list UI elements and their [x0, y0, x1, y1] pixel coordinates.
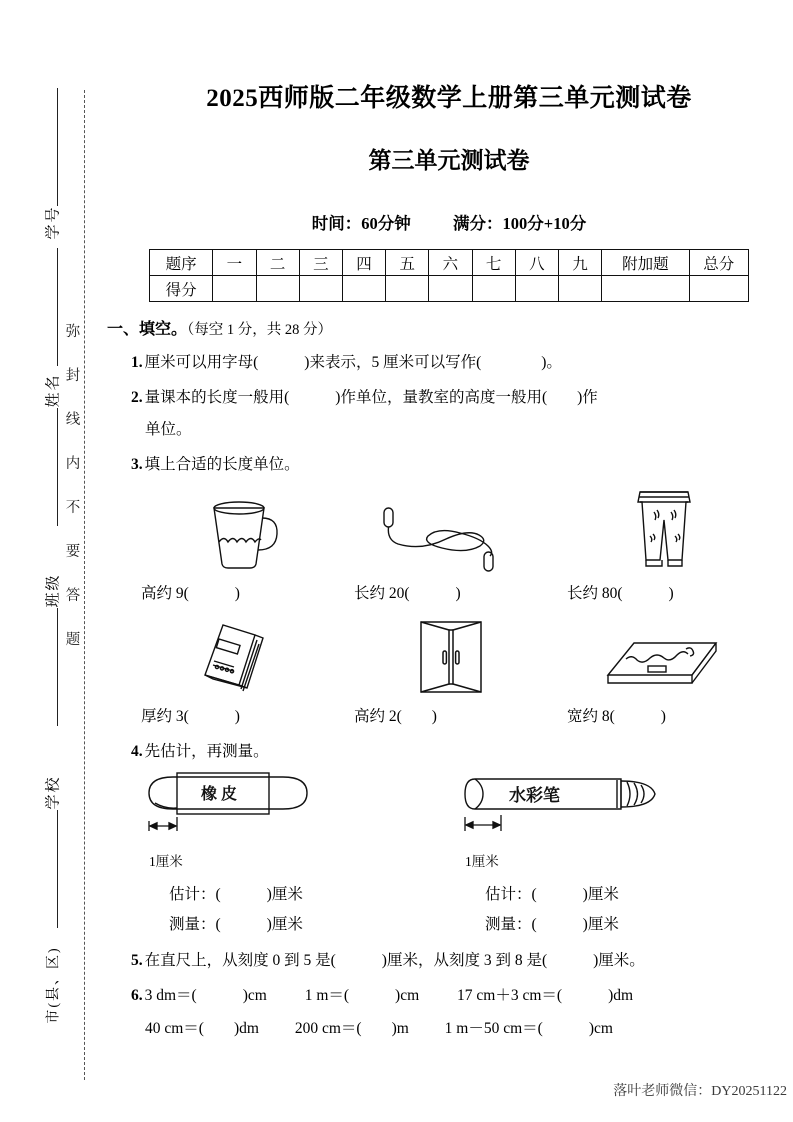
score-cell[interactable] — [299, 276, 342, 302]
table-row — [150, 276, 749, 302]
caption-text: ) — [234, 585, 240, 602]
question-2 — [105, 386, 793, 441]
score-cell[interactable] — [472, 276, 515, 302]
caption-text: 长约 80( — [567, 585, 623, 602]
pants-icon — [557, 484, 770, 572]
seal-divider-line — [57, 408, 58, 526]
estimate-label: 估计：( — [169, 886, 221, 904]
seal-divider-line — [57, 810, 58, 928]
question-4 — [105, 740, 793, 763]
score-cell[interactable] — [386, 276, 429, 302]
table-col-header: 五 — [386, 250, 429, 276]
seal-warning-text — [62, 310, 84, 662]
seal-field-banji — [0, 573, 105, 608]
score-cell[interactable] — [689, 276, 748, 302]
question-text: 填上合适的长度单位。 — [144, 455, 300, 473]
question-text: )作单位，量教室的高度一般用( — [335, 389, 548, 407]
score-cell[interactable] — [213, 276, 256, 302]
question-3 — [105, 453, 793, 476]
unit-label: )厘米 — [266, 915, 303, 933]
question-number: 5. — [131, 952, 143, 970]
score-cell[interactable] — [515, 276, 558, 302]
question-number: 6. — [131, 987, 143, 1005]
seal-field-label: 学号 — [45, 205, 62, 240]
caption-text: ) — [431, 708, 437, 725]
seal-char: 要 — [65, 544, 81, 560]
unit-label: )厘米 — [582, 915, 619, 933]
book-icon — [131, 617, 344, 695]
conversion-expr: 1 m＝( — [304, 987, 350, 1005]
table-col-header: 总分 — [689, 250, 748, 276]
question-4-items — [105, 769, 793, 939]
caption-text: ) — [668, 585, 674, 602]
table-col-header: 一 — [213, 250, 256, 276]
question-number: 2. — [131, 389, 143, 407]
caption-text: ) — [234, 708, 240, 725]
seal-char: 封 — [65, 368, 81, 384]
unit-label: )厘米 — [582, 886, 619, 904]
conversion-unit: )dm — [608, 987, 634, 1005]
marker-pen-icon — [451, 769, 771, 849]
caption-text: ) — [660, 708, 666, 725]
caption-text: 长约 20( — [354, 585, 410, 602]
conversion-unit: )m — [391, 1019, 409, 1037]
caption-text: 宽约 8( — [567, 708, 615, 725]
scale-unit-label: 1厘米 — [465, 854, 499, 870]
table-col-header: 三 — [299, 250, 342, 276]
table-col-header: 七 — [472, 250, 515, 276]
picture-item-mug — [131, 484, 344, 603]
exam-meta — [105, 210, 793, 234]
picture-item-door — [344, 617, 557, 726]
section-points: （每空 1 分，共 28 分） — [187, 322, 333, 338]
picture-caption — [131, 581, 240, 603]
score-cell[interactable] — [602, 276, 689, 302]
table-col-header: 九 — [558, 250, 601, 276]
section-title: 一、填空。 — [107, 321, 188, 338]
section-heading-fill-in-blank — [105, 316, 793, 339]
pencil-case-icon — [557, 617, 770, 695]
estimate-label: 估计：( — [485, 886, 537, 904]
measure-item-marker — [451, 769, 771, 939]
unit-label: )厘米 — [266, 886, 303, 904]
conversion-unit: )cm — [242, 987, 267, 1005]
answer-lines-eraser — [131, 880, 451, 939]
question-text: )厘米，从刻度 3 到 8 是( — [381, 952, 548, 970]
question-6 — [105, 984, 793, 1040]
picture-item-jump-rope — [344, 484, 557, 603]
exam-sheet — [105, 0, 793, 1122]
table-row-label: 得分 — [150, 276, 213, 302]
conversion-unit: )cm — [588, 1019, 613, 1037]
eraser-icon — [131, 769, 451, 849]
question-text: 先估计，再测量。 — [144, 743, 269, 760]
picture-caption — [344, 581, 461, 603]
picture-caption — [344, 704, 437, 726]
score-cell[interactable] — [256, 276, 299, 302]
question-number: 4. — [131, 743, 143, 760]
svg-text:水彩笔: 水彩笔 — [509, 786, 560, 806]
question-5 — [105, 949, 793, 972]
mug-icon — [131, 484, 344, 572]
seal-field-label: 班级 — [45, 573, 62, 608]
conversion-expr: 40 cm＝( — [145, 1019, 204, 1037]
door-icon — [344, 617, 557, 695]
question-text: 在直尺上，从刻度 0 到 5 是( — [144, 952, 336, 970]
seal-divider-line — [57, 608, 58, 726]
conversion-unit: )dm — [233, 1019, 259, 1037]
table-col-header: 六 — [429, 250, 472, 276]
conversion-expr: 3 dm＝( — [144, 987, 197, 1005]
caption-text: 高约 9( — [141, 585, 189, 602]
seal-field-xingming — [0, 373, 105, 408]
seal-divider-line — [57, 248, 58, 366]
question-text: )作 — [577, 389, 598, 407]
measure-line — [169, 910, 451, 939]
picture-item-pants — [557, 484, 770, 603]
picture-item-pencil-case — [557, 617, 770, 726]
table-col-header: 二 — [256, 250, 299, 276]
seal-char: 答 — [65, 588, 81, 604]
estimate-line — [169, 880, 451, 909]
seal-field-label: 姓名 — [45, 373, 62, 408]
conversion-expr: 1 m－50 cm＝( — [444, 1019, 543, 1037]
caption-text: 高约 2( — [354, 708, 402, 725]
picture-caption — [557, 704, 666, 726]
question-1 — [105, 351, 793, 374]
conversion-unit: )cm — [395, 987, 420, 1005]
question-number: 1. — [131, 354, 143, 371]
seal-char: 题 — [65, 632, 81, 648]
table-col-header: 附加题 — [602, 250, 689, 276]
seal-char: 线 — [65, 412, 81, 428]
question-2-continuation: 单位。 — [145, 420, 192, 438]
measure-label: 测量：( — [485, 915, 537, 933]
question-number: 3. — [131, 455, 143, 473]
seal-field-xuexiao — [0, 775, 105, 810]
question-text: )来表示，5 厘米可以写作( — [304, 354, 482, 371]
conversion-expr: 200 cm＝( — [294, 1019, 362, 1037]
seal-field-shixianqu — [0, 946, 105, 1024]
seal-char: 内 — [65, 456, 81, 472]
caption-text: 厚约 3( — [141, 708, 189, 725]
score-table — [149, 249, 749, 302]
seal-divider-line — [57, 88, 58, 206]
exam-score-label: 满分：100分+10分 — [453, 214, 587, 233]
picture-caption — [557, 581, 674, 603]
question-text: )。 — [541, 354, 562, 371]
table-row — [150, 250, 749, 276]
question-6-row-2 — [131, 1017, 793, 1040]
question-text: )厘米。 — [593, 952, 645, 970]
question-3-picture-row-2 — [105, 617, 793, 726]
caption-text: ) — [455, 585, 461, 602]
question-text: 厘米可以用字母( — [144, 354, 259, 371]
question-text: 量课本的长度一般用( — [144, 389, 290, 407]
footer-watermark-note: 落叶老师微信：DY20251122 — [613, 1084, 787, 1099]
page-subtitle: 第三单元测试卷 — [368, 148, 530, 173]
estimate-line — [485, 880, 771, 909]
page-title: 2025西师版二年级数学上册第三单元测试卷 — [206, 85, 692, 112]
exam-time-label: 时间：60分钟 — [311, 214, 411, 233]
seal-field-xuehao — [0, 205, 105, 240]
score-cell[interactable] — [342, 276, 385, 302]
seal-field-label: 市(县、区) — [46, 946, 62, 1024]
seal-margin — [0, 0, 105, 1122]
table-col-header: 八 — [515, 250, 558, 276]
scale-unit-label: 1厘米 — [149, 854, 183, 870]
score-cell[interactable] — [558, 276, 601, 302]
jump-rope-icon — [344, 484, 557, 572]
picture-caption — [131, 704, 240, 726]
measure-label: 测量：( — [169, 915, 221, 933]
seal-char: 弥 — [65, 324, 81, 340]
measure-item-eraser — [131, 769, 451, 939]
svg-text:橡 皮: 橡 皮 — [201, 786, 238, 804]
table-col-header: 四 — [342, 250, 385, 276]
picture-item-book — [131, 617, 344, 726]
table-row-label: 题序 — [150, 250, 213, 276]
question-3-picture-row-1 — [105, 484, 793, 603]
seal-char: 不 — [65, 500, 81, 516]
answer-lines-marker — [451, 880, 771, 939]
conversion-expr: 17 cm＋3 cm＝( — [457, 987, 563, 1005]
score-cell[interactable] — [429, 276, 472, 302]
measure-line — [485, 910, 771, 939]
seal-field-label: 学校 — [45, 775, 62, 810]
